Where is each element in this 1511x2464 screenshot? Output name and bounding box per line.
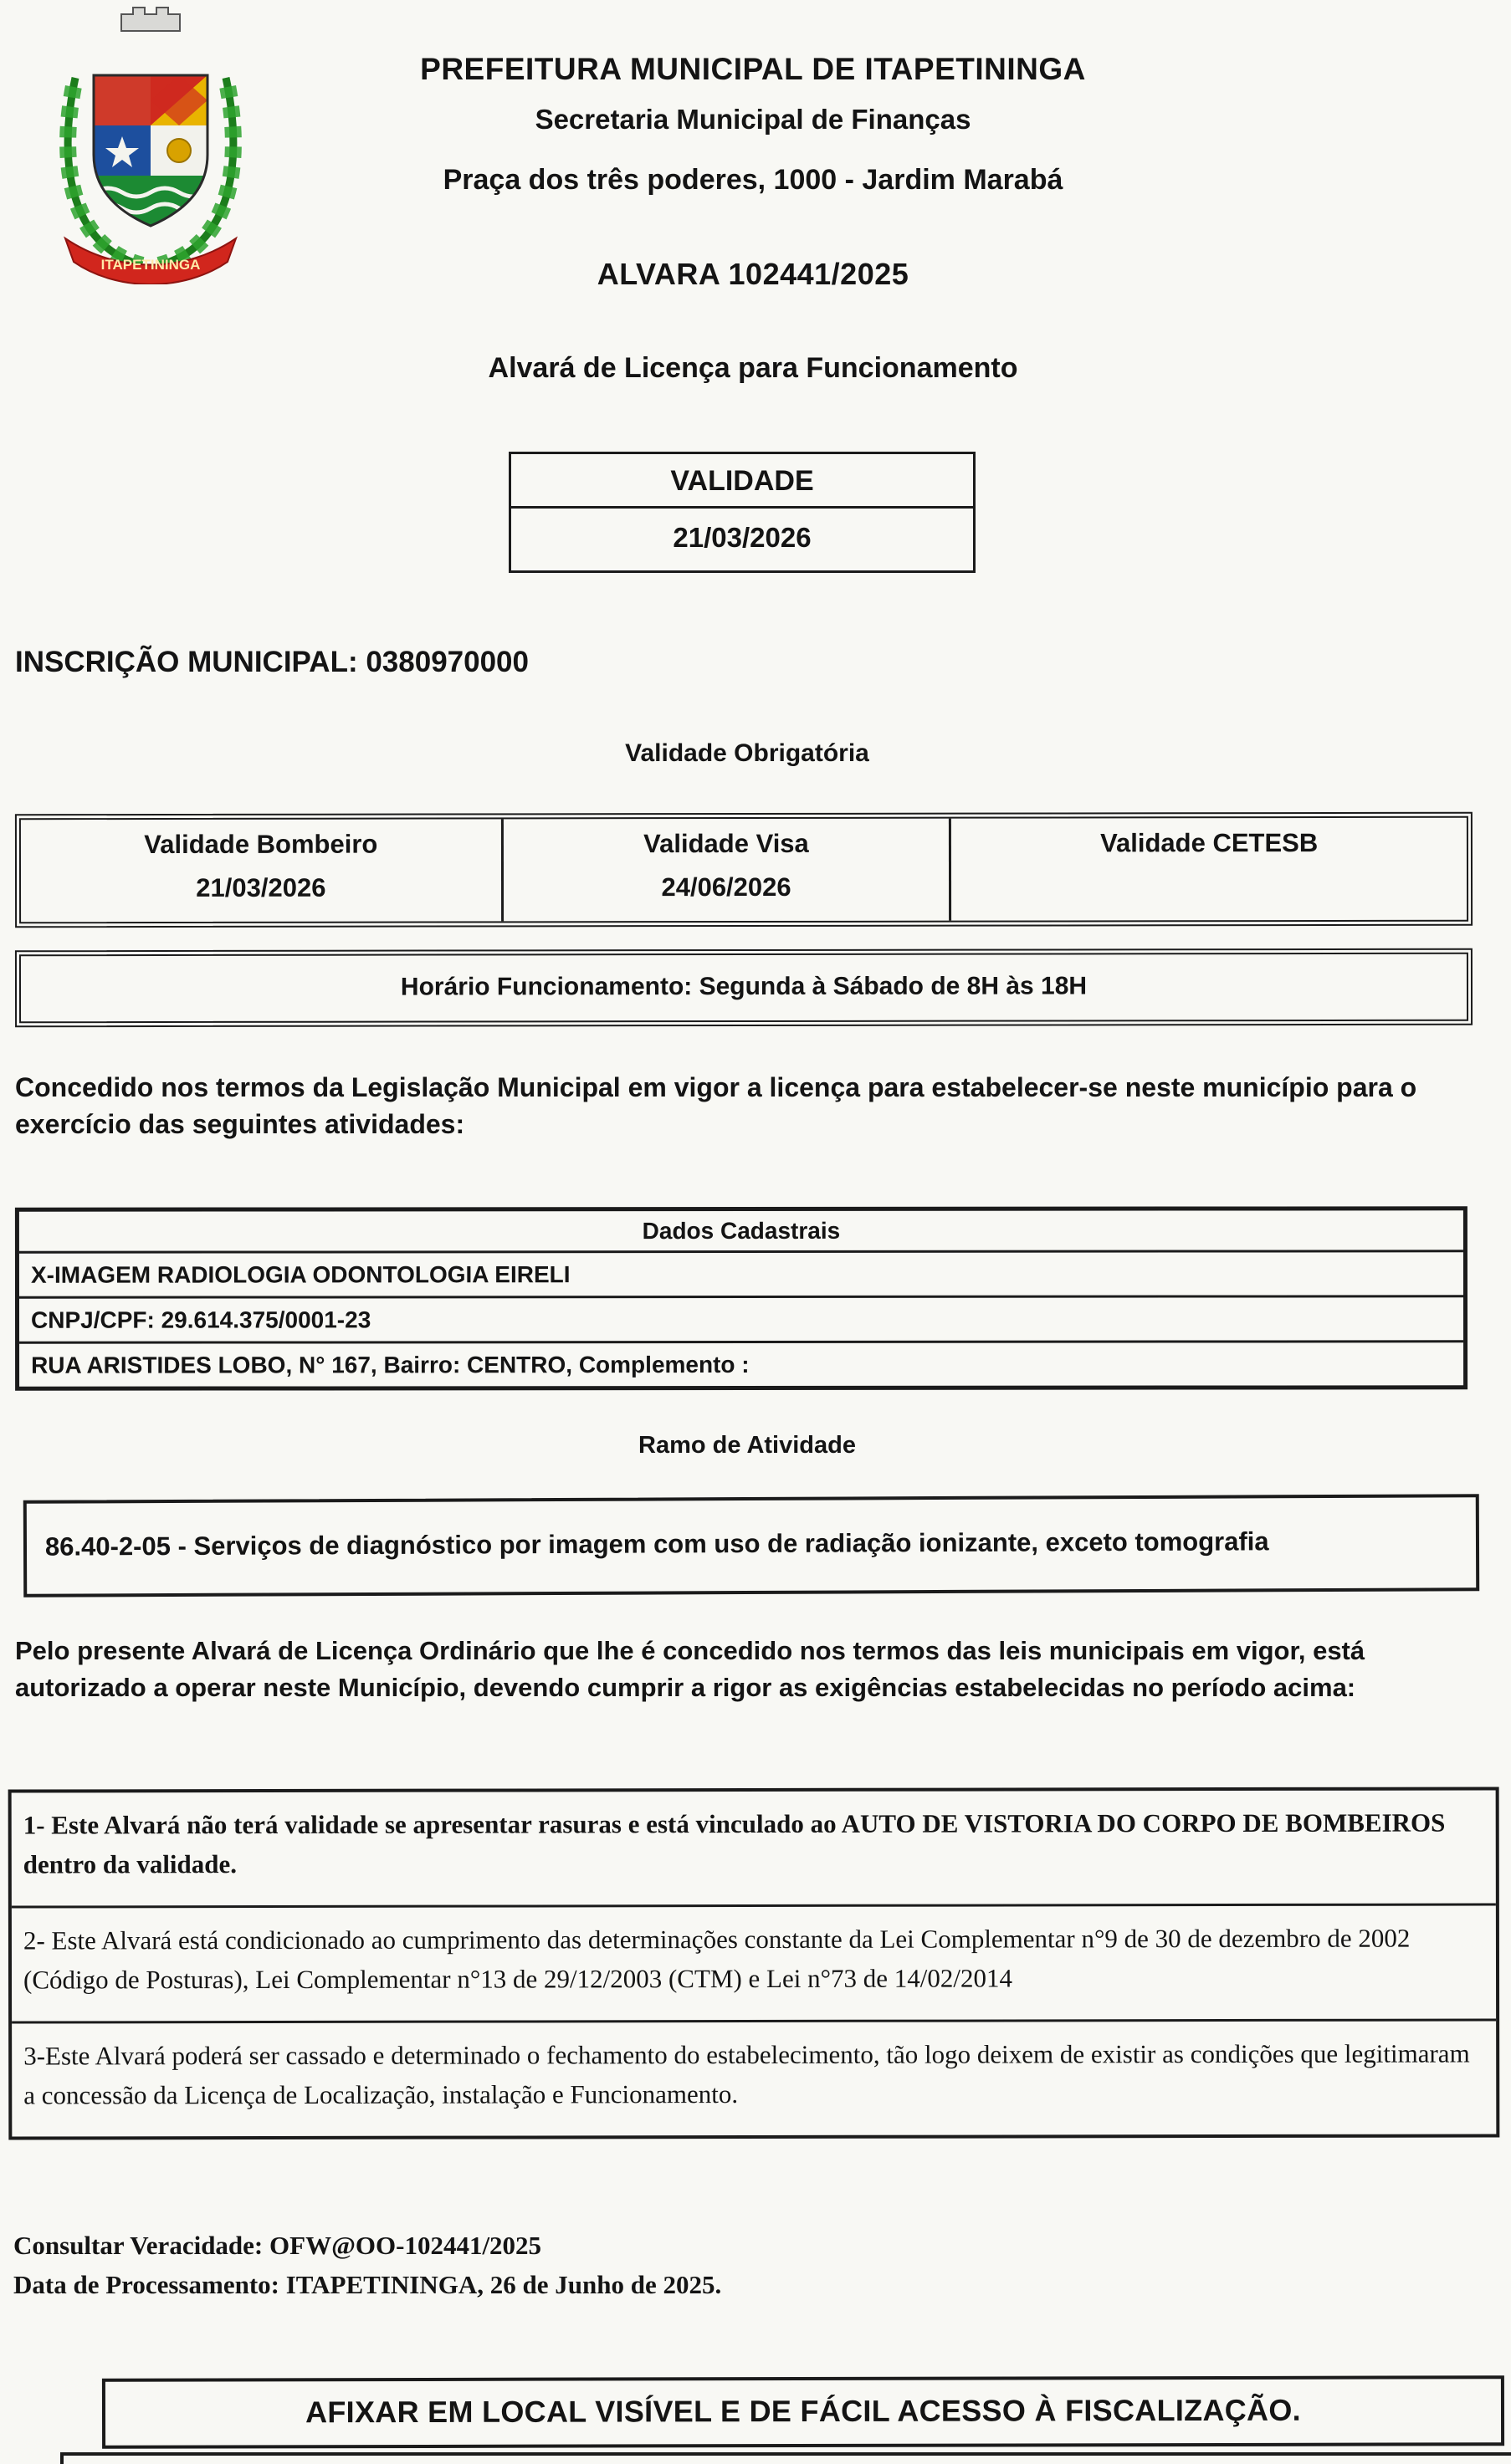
shield-icon — [94, 75, 207, 230]
ramo-atividade-title: Ramo de Atividade — [638, 1432, 856, 1459]
rodape-info — [13, 2226, 721, 2304]
dados-cadastrais-box — [15, 1206, 1467, 1391]
autorizacao-paragraph: Pelo presente Alvará de Licença Ordinário que lhe é concedido nos termos das leis municipais em vigor, está autorizado a operar neste Município, devendo cumprir a rigor as exigências estabelecidas no período acima: — [15, 1636, 1365, 1703]
horario-funcionamento: Horário Funcionamento: Segunda à Sábado de 8H às 18H — [15, 948, 1473, 1027]
org-name: PREFEITURA MUNICIPAL DE ITAPETININGA — [420, 52, 1086, 86]
validade-label: VALIDADE — [511, 454, 973, 509]
validade-value: 21/03/2026 — [673, 522, 812, 553]
crown-icon — [121, 8, 180, 31]
validade-bombeiro-label: Validade Bombeiro — [144, 829, 378, 860]
crest-graphic — [42, 4, 259, 284]
bottom-scan-edge — [60, 2452, 1511, 2464]
atividade-box — [23, 1494, 1479, 1598]
consultar-veracidade-value: OFW@OO-102441/2025 — [269, 2231, 542, 2260]
razao-social: X-IMAGEM RADIOLOGIA ODONTOLOGIA EIRELI — [19, 1252, 1463, 1299]
observacao-2: 2- Este Alvará está condicionado ao cumprimento das determinações constante da Lei Complementar n°9 de 30 de dezembro de 2002 (Código de Posturas), Lei Complementar n°13 de 29/12/2003 (CTM) e Lei n°73 de 14/02/2014 — [12, 1905, 1496, 2023]
department-name: Secretaria Municipal de Finanças — [535, 104, 971, 135]
ribbon-banner-icon — [65, 238, 236, 284]
crest-banner-text: ITAPETININGA — [100, 257, 201, 273]
data-processamento-value: ITAPETININGA, 26 de Junho de 2025. — [285, 2269, 722, 2299]
endereco: RUA ARISTIDES LOBO, N° 167, Bairro: CENTRO, Complemento : — [31, 1351, 750, 1378]
consultar-veracidade-label: Consultar Veracidade: — [13, 2231, 264, 2260]
alvara-number: ALVARA 102441/2025 — [597, 257, 909, 291]
validade-obrigatoria-title: Validade Obrigatória — [625, 739, 869, 767]
validade-cetesb-column — [949, 818, 1467, 921]
municipal-crest — [42, 4, 259, 284]
validade-visa-label: Validade Visa — [643, 828, 809, 859]
concessao-paragraph: Concedido nos termos da Legislação Municipal em vigor a licença para estabelecer-se neste município para o exercício das seguintes atividades: — [15, 1072, 1417, 1140]
aviso-afixar: AFIXAR EM LOCAL VISÍVEL E DE FÁCIL ACESSO À FISCALIZAÇÃO. — [102, 2375, 1504, 2449]
validade-bombeiro-value: 21/03/2026 — [196, 872, 326, 902]
validade-cetesb-label: Validade CETESB — [1100, 828, 1319, 858]
validades-table — [15, 812, 1473, 928]
validade-bombeiro-column — [21, 819, 501, 922]
document-title: Alvará de Licença para Funcionamento — [488, 352, 1018, 384]
inscricao-municipal: INSCRIÇÃO MUNICIPAL: 0380970000 — [15, 646, 529, 678]
org-address: Praça dos três poderes, 1000 - Jardim Marabá — [443, 164, 1063, 196]
validade-box — [509, 452, 976, 573]
consultar-veracidade-line — [13, 2226, 721, 2266]
dados-cadastrais-title: Dados Cadastrais — [19, 1210, 1463, 1254]
observacao-1: 1- Este Alvará não terá validade se apresentar rasuras e está vinculado ao AUTO DE VISTORIA DO CORPO DE BOMBEIROS dentro da validade. — [12, 1790, 1496, 1908]
data-processamento-label: Data de Processamento: — [13, 2269, 279, 2299]
validade-visa-column — [501, 819, 950, 922]
observacoes-box — [8, 1787, 1500, 2139]
atividade-descricao: 86.40-2-05 - Serviços de diagnóstico por imagem com uso de radiação ionizante, exceto tomografia — [44, 1526, 1269, 1562]
validade-cetesb-value — [951, 861, 1467, 921]
data-processamento-line — [13, 2266, 721, 2305]
validade-visa-value: 24/06/2026 — [661, 872, 791, 902]
cnpj-cpf: CNPJ/CPF: 29.614.375/0001-23 — [19, 1297, 1463, 1344]
observacao-3: 3-Este Alvará poderá ser cassado e determinado o fechamento do estabelecimento, tão logo deixem de existir as condições que legitimaram a concessão da Licença de Localização, instalação e Funcionamento. — [23, 2038, 1470, 2110]
document-header — [251, 52, 1255, 385]
